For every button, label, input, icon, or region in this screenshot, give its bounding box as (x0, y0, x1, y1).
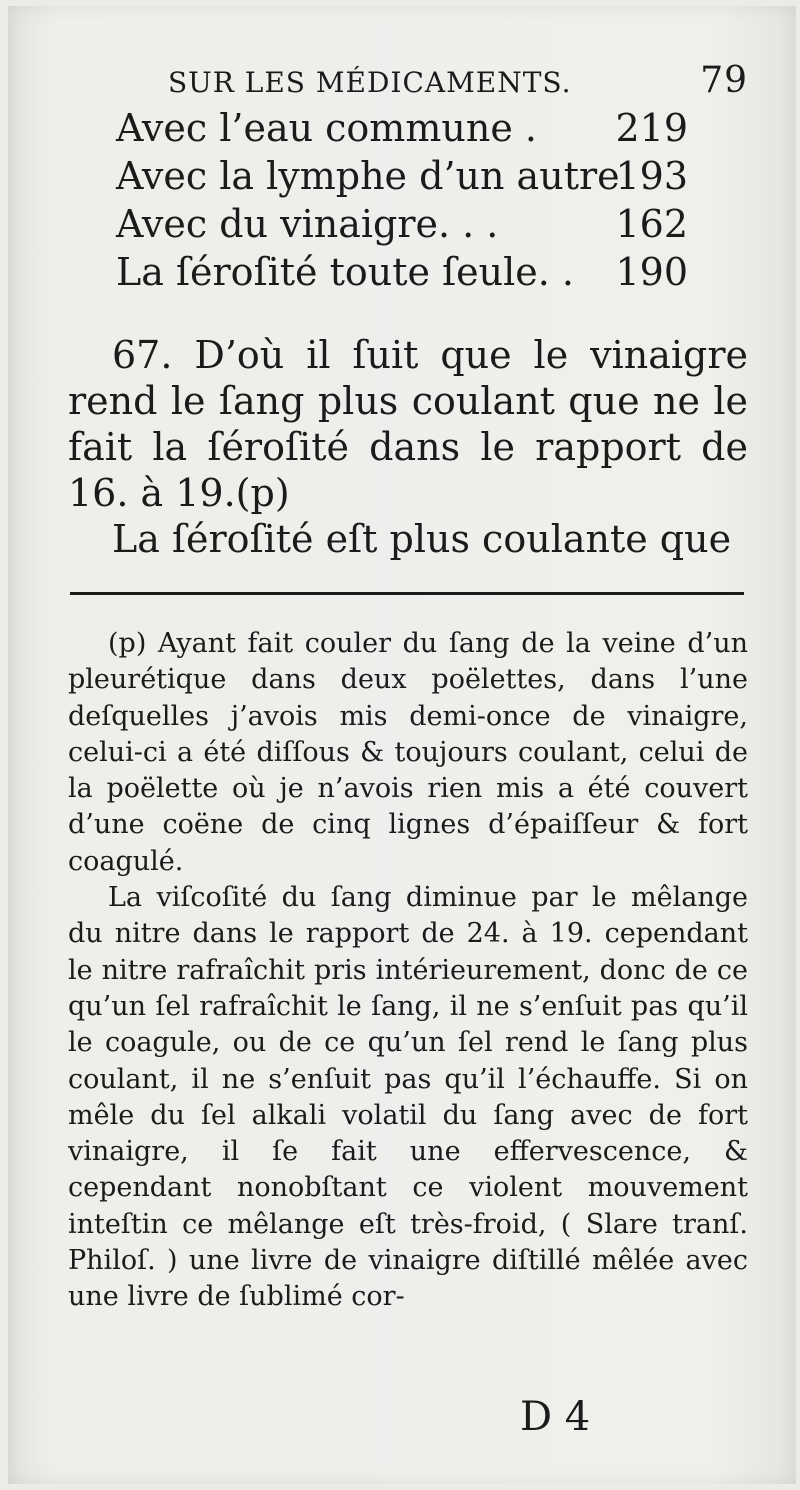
footnote-p: (p) Ayant fait couler du ſang de la veine d’un pleurétique dans deux poëlettes, dans l’une deſquelles j’avois mis demi-once de vinaigre, celui-ci a été diſſous & toujours coulant, celui de la poëlette où je n’avois rien mis a été couvert d’une coëne de cinq lignes d’épaiſſeur & fort coagulé. (68, 628, 748, 877)
paragraph-67: 67. D’où il ſuit que le vinaigre rend le ſang plus coulant que ne le fait la ſéroſité dans le rapport de 16. à 19.(p) (68, 333, 748, 515)
row-value: 190 (615, 250, 688, 294)
row-label: La ſéroſité toute ſeule. . (116, 250, 574, 294)
row-value: 193 (615, 154, 688, 198)
footnote-continuation: La viſcoſité du ſang diminue par le mêlange du nitre dans le rapport de 24. à 19. cependant le nitre rafraîchit pris intérieurement, donc de ce qu’un ſel rafraîchit le ſang, il ne s’enſuit pas qu’il le coagule, ou de ce qu’un ſel rend le ſang plus coulant, il ne s’enſuit pas qu’il l’échauffe. Si on mêle du ſel alkali volatil du ſang avec de fort vinaigre, il ſe fait une effervescence, & cependant nonobſtant ce violent mouvement inteſtin ce mêlange eſt très-froid, ( Slare tranſ. Philoſ. ) une livre de vinaigre diſtillé mêlée avec une livre de ſublimé cor- (68, 882, 748, 1313)
row-label: Avec l’eau commune . (116, 106, 537, 150)
signature-mark: D 4 (520, 1394, 591, 1440)
running-header (168, 60, 748, 106)
table-row (116, 248, 696, 296)
row-label: Avec la lymphe d’un autre (116, 154, 620, 198)
table-row (116, 200, 696, 248)
row-value: 162 (615, 202, 688, 246)
page-number: 79 (700, 60, 748, 101)
paragraph-continuation: La ſéroſité eſt plus coulante que (112, 517, 732, 561)
viscosity-table (116, 104, 696, 296)
row-label: Avec du vinaigre. . . (116, 202, 499, 246)
running-title: SUR LES MÉDICAMENTS. (168, 66, 572, 99)
row-value: 219 (615, 106, 688, 150)
table-row (116, 152, 696, 200)
book-page (8, 6, 796, 1484)
table-row (116, 104, 696, 152)
main-text (68, 332, 748, 562)
footnote-rule (70, 592, 744, 595)
footnote-block (68, 626, 748, 1316)
